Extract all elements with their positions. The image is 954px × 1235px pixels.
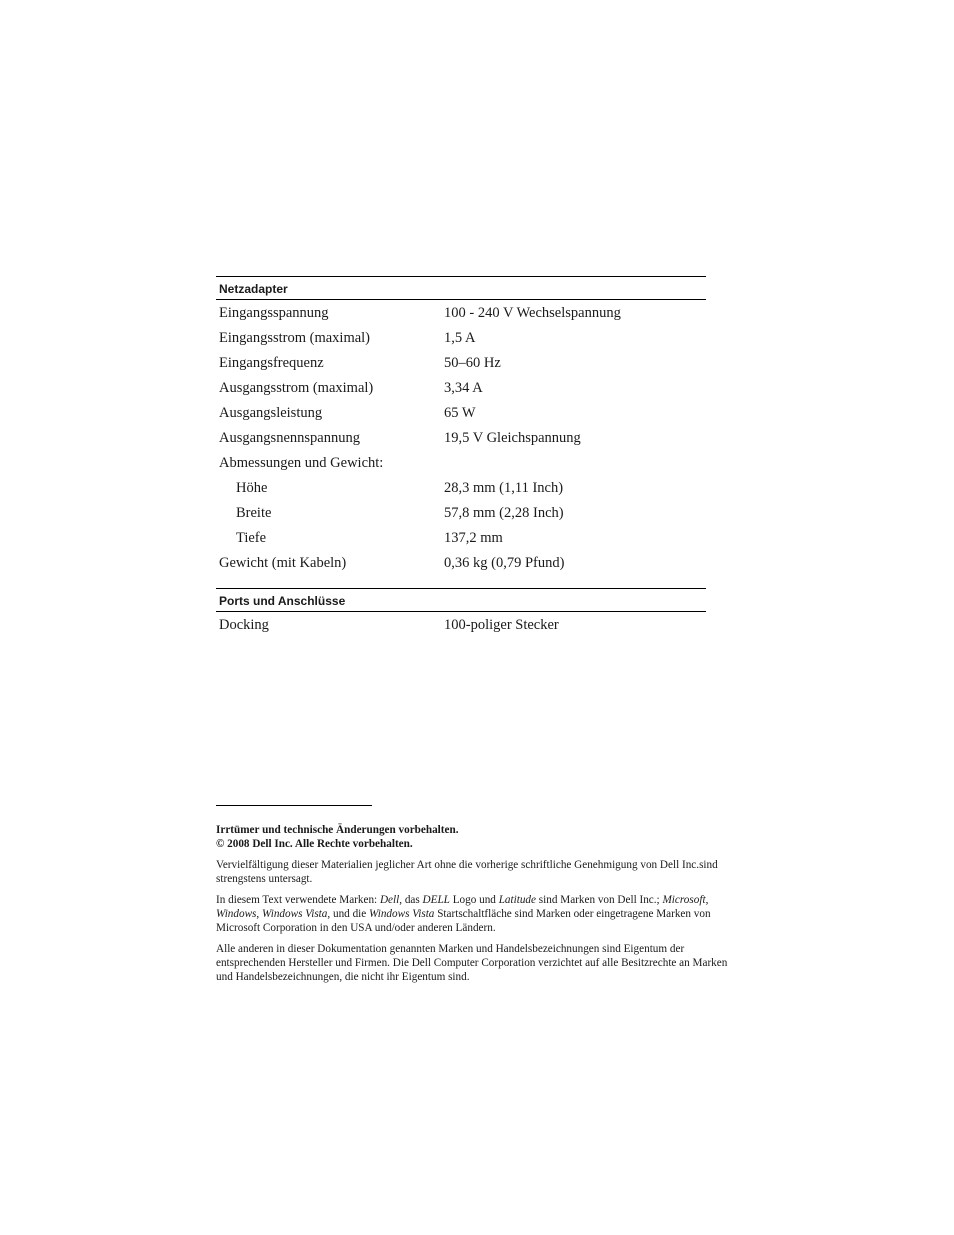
spec-row (216, 476, 706, 501)
spec-label: Abmessungen und Gewicht: (219, 455, 384, 471)
spec-row (216, 301, 706, 326)
trademark-name: Windows (216, 908, 257, 920)
trademark-name: DELL (422, 894, 450, 906)
trademark-text: , (705, 894, 709, 906)
spec-label: Eingangsstrom (maximal) (219, 330, 371, 346)
spec-label: Tiefe (236, 530, 267, 546)
spec-row (216, 326, 706, 351)
section-header: Ports und Anschlüsse (216, 588, 706, 612)
spec-label: Gewicht (mit Kabeln) (219, 555, 347, 571)
spec-row (216, 613, 706, 638)
trademark-text: sind Marken von Dell Inc.; (536, 894, 663, 906)
spec-row (216, 401, 706, 426)
spec-label: Eingangsfrequenz (219, 355, 324, 371)
spec-value: 65 W (444, 405, 476, 421)
spec-table-ports (216, 588, 706, 638)
legal-notice (216, 823, 740, 991)
spec-row (216, 501, 706, 526)
spec-value: 19,5 V Gleichspannung (444, 430, 581, 446)
spec-row (216, 376, 706, 401)
spec-label: Ausgangsnennspannung (219, 430, 360, 446)
notice-line: Irrtümer und technische Änderungen vorbehalten. (216, 824, 459, 836)
trademark-text: Logo und (449, 894, 499, 906)
spec-label: Ausgangsleistung (219, 405, 323, 421)
copyright-line: © 2008 Dell Inc. Alle Rechte vorbehalten. (216, 838, 413, 850)
trademark-name: Windows Vista, (262, 908, 331, 920)
spec-value: 50–60 Hz (444, 355, 501, 371)
section-header: Netzadapter (216, 276, 706, 300)
spec-label: Höhe (236, 480, 268, 496)
trademark-text: In diesem Text verwendete Marken: (216, 894, 380, 906)
spec-table-netzadapter (216, 276, 706, 576)
trademark-name: Dell (379, 894, 400, 906)
spec-value: 28,3 mm (1,11 Inch) (444, 480, 564, 496)
spec-row (216, 526, 706, 551)
reproduction-notice: Vervielfältigung dieser Materialien jeglicher Art ohne die vorherige schriftliche Genehmigung von Dell Inc.sind strengstens untersagt. (216, 859, 718, 885)
trademark-name: Latitude (498, 894, 536, 906)
spec-label: Breite (236, 505, 272, 521)
spec-row (216, 451, 706, 476)
spec-label: Ausgangsstrom (maximal) (219, 380, 374, 396)
spec-row (216, 426, 706, 451)
trademark-text: , das (399, 894, 423, 906)
trademark-name: Windows Vista (369, 908, 435, 920)
spec-row (216, 551, 706, 576)
trademark-text: Startschaltfläche sind Marken oder eingetragene Marken von Microsoft Corporation in den USA und/oder anderen Ländern. (216, 908, 711, 934)
spec-value: 100-poliger Stecker (444, 617, 559, 633)
spec-value: 3,34 A (444, 380, 483, 396)
spec-value: 0,36 kg (0,79 Pfund) (444, 555, 565, 571)
spec-label: Eingangsspannung (219, 305, 329, 321)
trademark-name: Microsoft (662, 894, 706, 906)
spec-value: 1,5 A (444, 330, 476, 346)
spec-value: 100 - 240 V Wechselspannung (444, 305, 621, 321)
footnote-rule (216, 805, 372, 806)
spec-value: 137,2 mm (444, 530, 503, 546)
trademark-text: und die (330, 908, 370, 920)
spec-row (216, 351, 706, 376)
trademark-text: , (256, 908, 263, 920)
spec-label: Docking (219, 617, 269, 633)
spec-value: 57,8 mm (2,28 Inch) (444, 505, 564, 521)
trademark-notice (216, 893, 740, 935)
other-marks-notice: Alle anderen in dieser Dokumentation genannten Marken und Handelsbezeichnungen sind Eigentum der entsprechenden Hersteller und Firmen. Die Dell Computer Corporation verzichtet auf alle Besitzrechte an Marken und Handelsbezeichnungen, die nicht ihr Eigentum sind. (216, 943, 728, 983)
